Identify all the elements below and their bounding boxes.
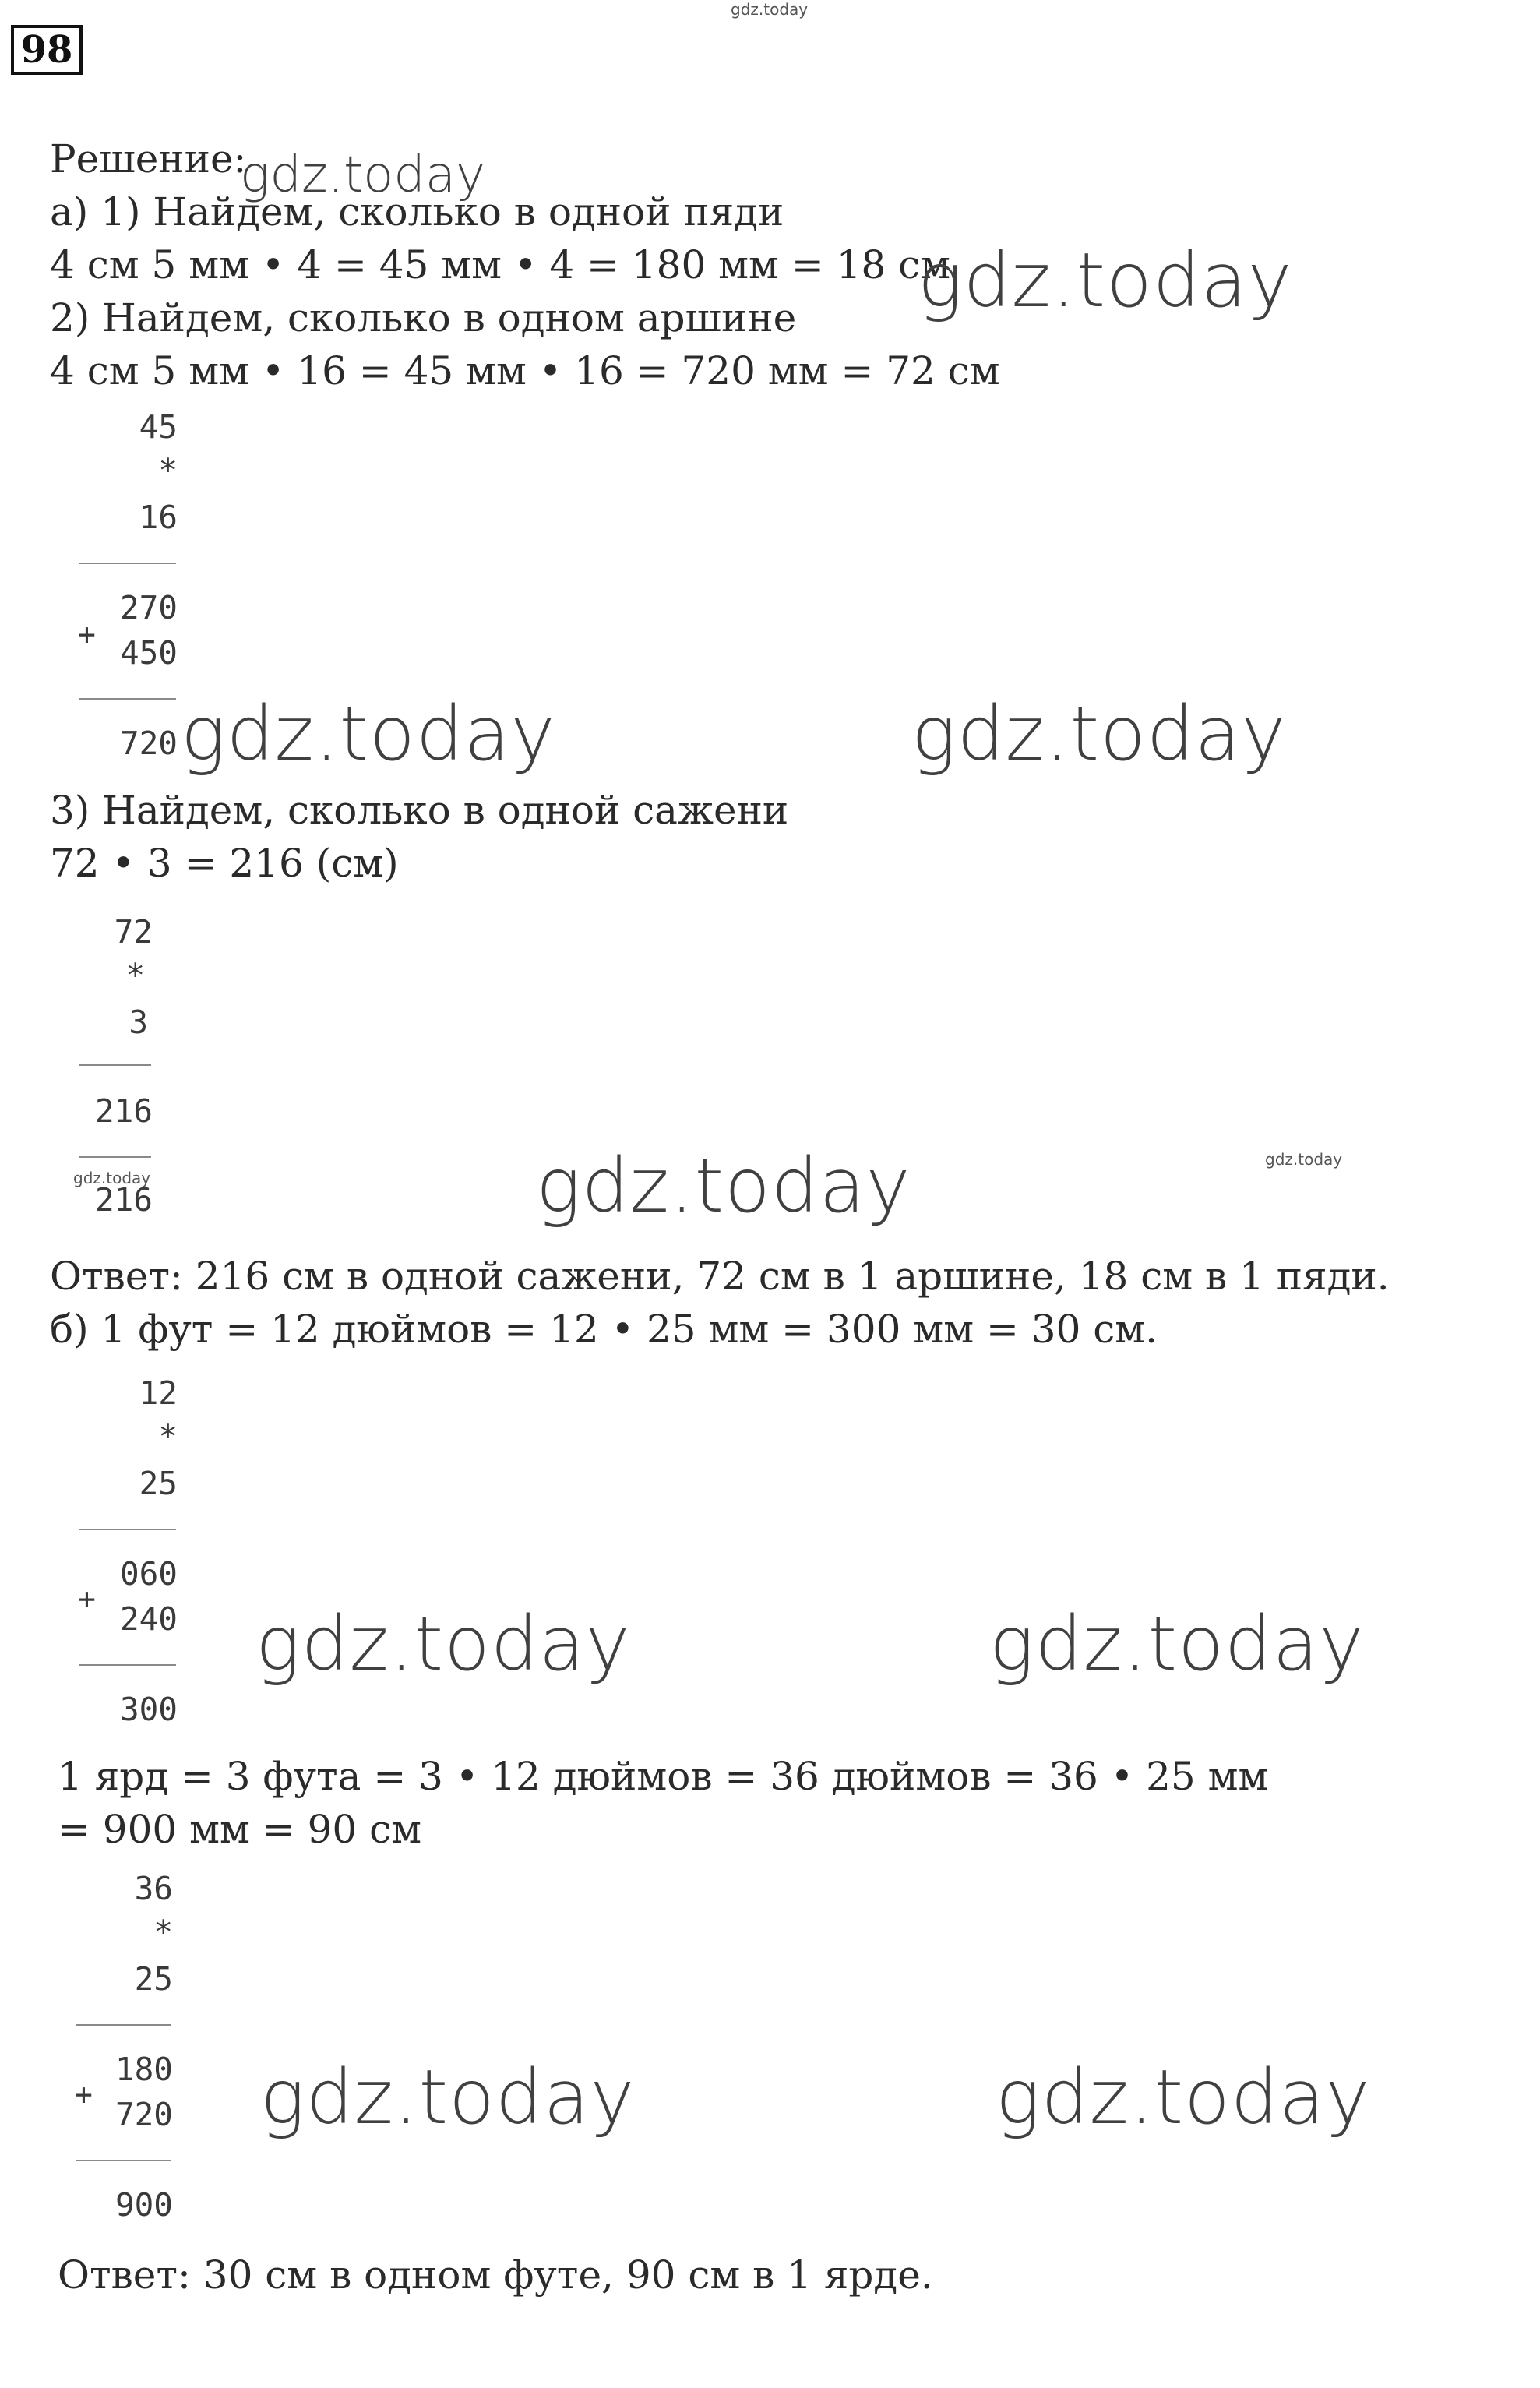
step-b2-line2: = 900 мм = 90 см — [58, 1807, 421, 1852]
task-number: 98 — [11, 25, 83, 75]
watermark-top: gdz.today — [731, 0, 809, 19]
calc3-result: 300 — [119, 1691, 178, 1728]
calc3-partial-1: 060 — [119, 1555, 178, 1593]
watermark-7: gdz.today — [1265, 1150, 1343, 1169]
calc3-top: 12 — [139, 1374, 178, 1412]
watermark-10: gdz.today — [260, 2054, 636, 2141]
calc4-plus: + — [75, 2077, 93, 2111]
calc2-rule-1 — [79, 1064, 151, 1066]
calc2-op: * — [125, 957, 145, 994]
calc3-bottom: 25 — [139, 1465, 178, 1502]
calc4-partial-2: 720 — [115, 2096, 173, 2133]
watermark-9: gdz.today — [989, 1600, 1365, 1688]
watermark-8: gdz.today — [255, 1600, 631, 1688]
watermark-5: gdz.today — [73, 1169, 151, 1187]
step-b1: б) 1 фут = 12 дюймов = 12 • 25 мм = 300 мм = 30 см. — [50, 1307, 1158, 1352]
calc2-bottom: 3 — [129, 1004, 148, 1041]
calc2-result-repeat: 216 — [94, 1181, 153, 1219]
step-a2-calc: 4 см 5 мм • 16 = 45 мм • 16 = 720 мм = 72 см — [50, 348, 1000, 393]
calc4-bottom: 25 — [134, 1960, 173, 1998]
answer-a: Ответ: 216 см в одной сажени, 72 см в 1 аршине, 18 см в 1 пяди. — [50, 1254, 1390, 1299]
calc1-partial-2: 450 — [119, 634, 178, 672]
calc1-partial-1: 270 — [119, 589, 178, 626]
calc2-result: 216 — [94, 1092, 153, 1130]
step-a1-calc: 4 см 5 мм • 4 = 45 мм • 4 = 180 мм = 18 см — [50, 242, 951, 287]
watermark-2: gdz.today — [918, 237, 1293, 324]
watermark-4: gdz.today — [911, 690, 1287, 778]
solution-label: Решение: — [50, 136, 247, 182]
calc2-rule-2 — [79, 1156, 151, 1158]
calc1-top: 45 — [139, 408, 178, 446]
calc3-rule-2 — [79, 1664, 176, 1666]
calc1-rule-1 — [79, 563, 176, 564]
calc4-rule-2 — [76, 2160, 171, 2161]
calc3-plus: + — [78, 1582, 96, 1616]
step-a3-calc: 72 • 3 = 216 (см) — [50, 841, 399, 886]
step-a3: 3) Найдем, сколько в одной сажени — [50, 788, 789, 833]
calc3-rule-1 — [79, 1529, 176, 1530]
answer-b: Ответ: 30 см в одном футе, 90 см в 1 ярде. — [58, 2252, 933, 2298]
calc1-bottom: 16 — [139, 499, 178, 536]
watermark-3: gdz.today — [181, 690, 556, 778]
calc4-op: * — [153, 1914, 173, 1951]
calc1-plus: + — [78, 617, 96, 651]
step-a1: а) 1) Найдем, сколько в одной пяди — [50, 189, 784, 235]
step-a2: 2) Найдем, сколько в одном аршине — [50, 295, 797, 340]
watermark-1: gdz.today — [240, 146, 485, 204]
calc1-rule-2 — [79, 698, 176, 700]
calc4-top: 36 — [134, 1870, 173, 1907]
step-b2-line1: 1 ярд = 3 фута = 3 • 12 дюймов = 36 дюймов = 36 • 25 мм — [58, 1754, 1269, 1799]
calc4-result: 900 — [115, 2186, 173, 2224]
calc1-result: 720 — [119, 725, 178, 762]
watermark-11: gdz.today — [996, 2054, 1371, 2141]
calc3-partial-2: 240 — [119, 1600, 178, 1638]
watermark-6: gdz.today — [536, 1142, 911, 1229]
calc3-op: * — [158, 1418, 178, 1455]
calc1-op: * — [158, 452, 178, 489]
calc4-partial-1: 180 — [115, 2051, 173, 2088]
calc4-rule-1 — [76, 2024, 171, 2026]
calc2-top: 72 — [114, 913, 153, 951]
